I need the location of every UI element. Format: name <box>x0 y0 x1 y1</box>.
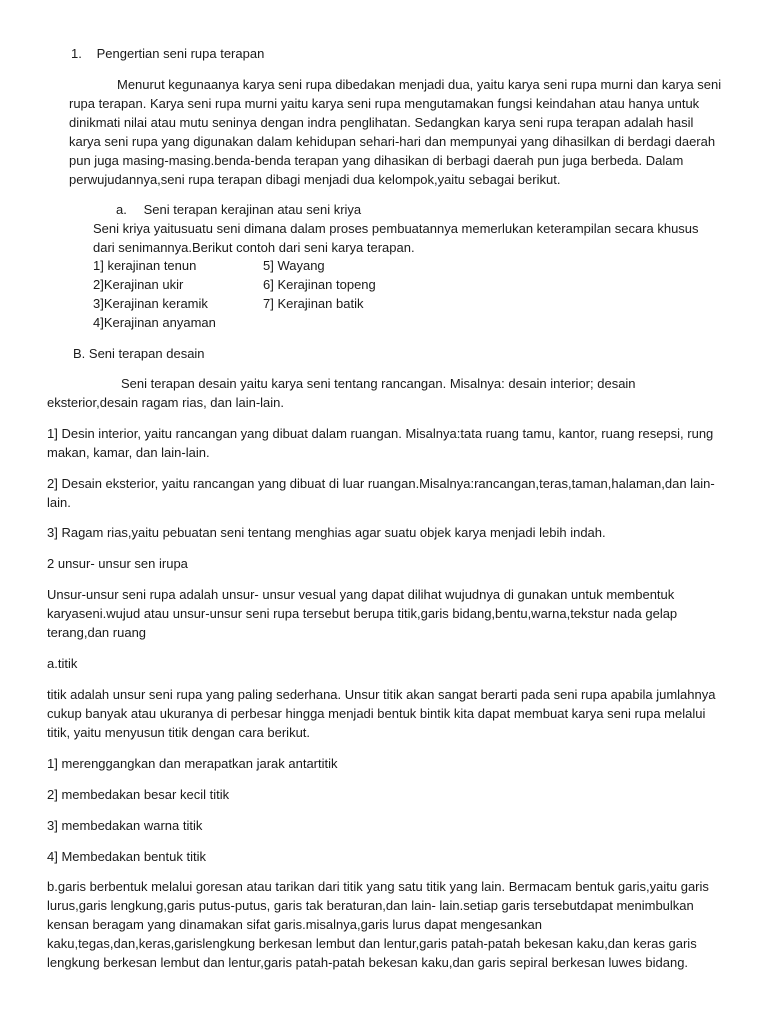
garis-paragraph-continued: kaku,tegas,dan,keras,garislengkung berkesan lembut dan lentur,garis patah-patah bekesan kaku,dan keras garis lengkung berkesan lembut dan lentur,garis patah-patah bekesan kaku,dan garis sepiral berkesan luwes bidang. <box>47 936 697 970</box>
intro-paragraph: Menurut kegunaanya karya seni rupa dibedakan menjadi dua, yaitu karya seni rupa murni dan karya seni rupa terapan. Karya seni rupa murni yaitu karya seni rupa mengutamakan fungsi keindahan atau hanya untuk dinikmati nilai atau mutu seninya dengan indra penglihatan. Sedangkan karya seni rupa terapan adalah hasil karya seni rupa yang digunakan dalam kehidupan sehari-hari dan mempunyai yang dihasilkan di berdagi daerah pun juga masing-masing.benda-benda terapan yang dihasikan di berbagi daerah pun juga berbeda. Dalam perwujudannya,seni rupa terapan dibagi menjadi dua kelompok,yaitu sebagai berikut. <box>69 77 722 187</box>
section-1-number: 1. <box>71 46 82 61</box>
subsection-a-paragraph: Seni kriya yaitusuatu seni dimana dalam proses pembuatannya memerlukan keterampilan secara khusus dari senimannya.Berikut contoh dari seni karya terapan. <box>93 221 699 255</box>
unsur-paragraph: Unsur-unsur seni rupa adalah unsur- unsur vesual yang dapat dilihat wujudnya di gunakan untuk membentuk karyaseni.wujud atau unsur-unsur seni rupa tersebut berupa titik,garis bidang,bentu,warna,tekstur nada gelap terang,dan ruang <box>47 587 678 640</box>
list-item: 1] kerajinan tenun <box>93 258 197 273</box>
craft-list <box>93 256 513 332</box>
titik-item-3: 3] membedakan warna titik <box>47 818 203 833</box>
garis-paragraph: b.garis berbentuk melalui goresan atau tarikan dari titik yang satu titik yang lain. Bermacam bentuk garis,yaitu garis lurus,garis lengkung,garis putus-putus, garis tak beraturan,dan lain- lain.setiap garis tersebutdapat menimbulkan kensan beragam yang dinamakan sifat garis.misalnya,garis lurus dapat mengesankan <box>47 879 709 932</box>
section-2-heading: 2 unsur- unsur sen irupa <box>47 556 188 571</box>
list-item: 7] Kerajinan batik <box>263 296 364 311</box>
list-item: 5] Wayang <box>263 258 325 273</box>
titik-paragraph: titik adalah unsur seni rupa yang paling sederhana. Unsur titik akan sangat berarti pada seni rupa apabila jumlahnya cukup banyak atau ukuranya di perbesar hingga menjadi bentuk bintik kita dapat membuat karya seni rupa melalui titik, yaitu menyusun titik dengan cara berikut. <box>47 687 716 740</box>
design-item-1: 1] Desin interior, yaitu rancangan yang dibuat dalam ruangan. Misalnya:tata ruang tamu, kantor, ruang resepsi, rung makan, kamar, dan lain-lain. <box>47 426 714 460</box>
titik-item-1: 1] merenggangkan dan merapatkan jarak antartitik <box>47 756 338 771</box>
subsection-b-paragraph: Seni terapan desain yaitu karya seni tentang rancangan. Misalnya: desain interior; desain eksterior,desain ragam rias, dan lain-lain. <box>47 376 636 410</box>
titik-item-2: 2] membedakan besar kecil titik <box>47 787 230 802</box>
titik-heading: a.titik <box>47 656 78 671</box>
section-1-title: Pengertian seni rupa terapan <box>96 46 265 61</box>
list-item: 2]Kerajinan ukir <box>93 277 184 292</box>
subsection-b-heading: B. Seni terapan desain <box>73 346 205 361</box>
subsection-a-number: a. <box>116 202 127 217</box>
list-item: 3]Kerajinan keramik <box>93 296 208 311</box>
section-1-heading <box>71 44 711 63</box>
list-item <box>263 313 493 332</box>
list-item: 6] Kerajinan topeng <box>263 277 376 292</box>
list-item: 4]Kerajinan anyaman <box>93 315 216 330</box>
design-item-2: 2] Desain eksterior, yaitu rancangan yang dibuat di luar ruangan.Misalnya:rancangan,teras,taman,halaman,dan lain-lain. <box>47 476 715 510</box>
subsection-a-title: Seni terapan kerajinan atau seni kriya <box>143 202 362 217</box>
titik-item-4: 4] Membedakan bentuk titik <box>47 849 206 864</box>
design-item-3: 3] Ragam rias,yaitu pebuatan seni tentang menghias agar suatu objek karya menjadi lebih indah. <box>47 525 606 540</box>
subsection-a-heading <box>116 200 676 219</box>
